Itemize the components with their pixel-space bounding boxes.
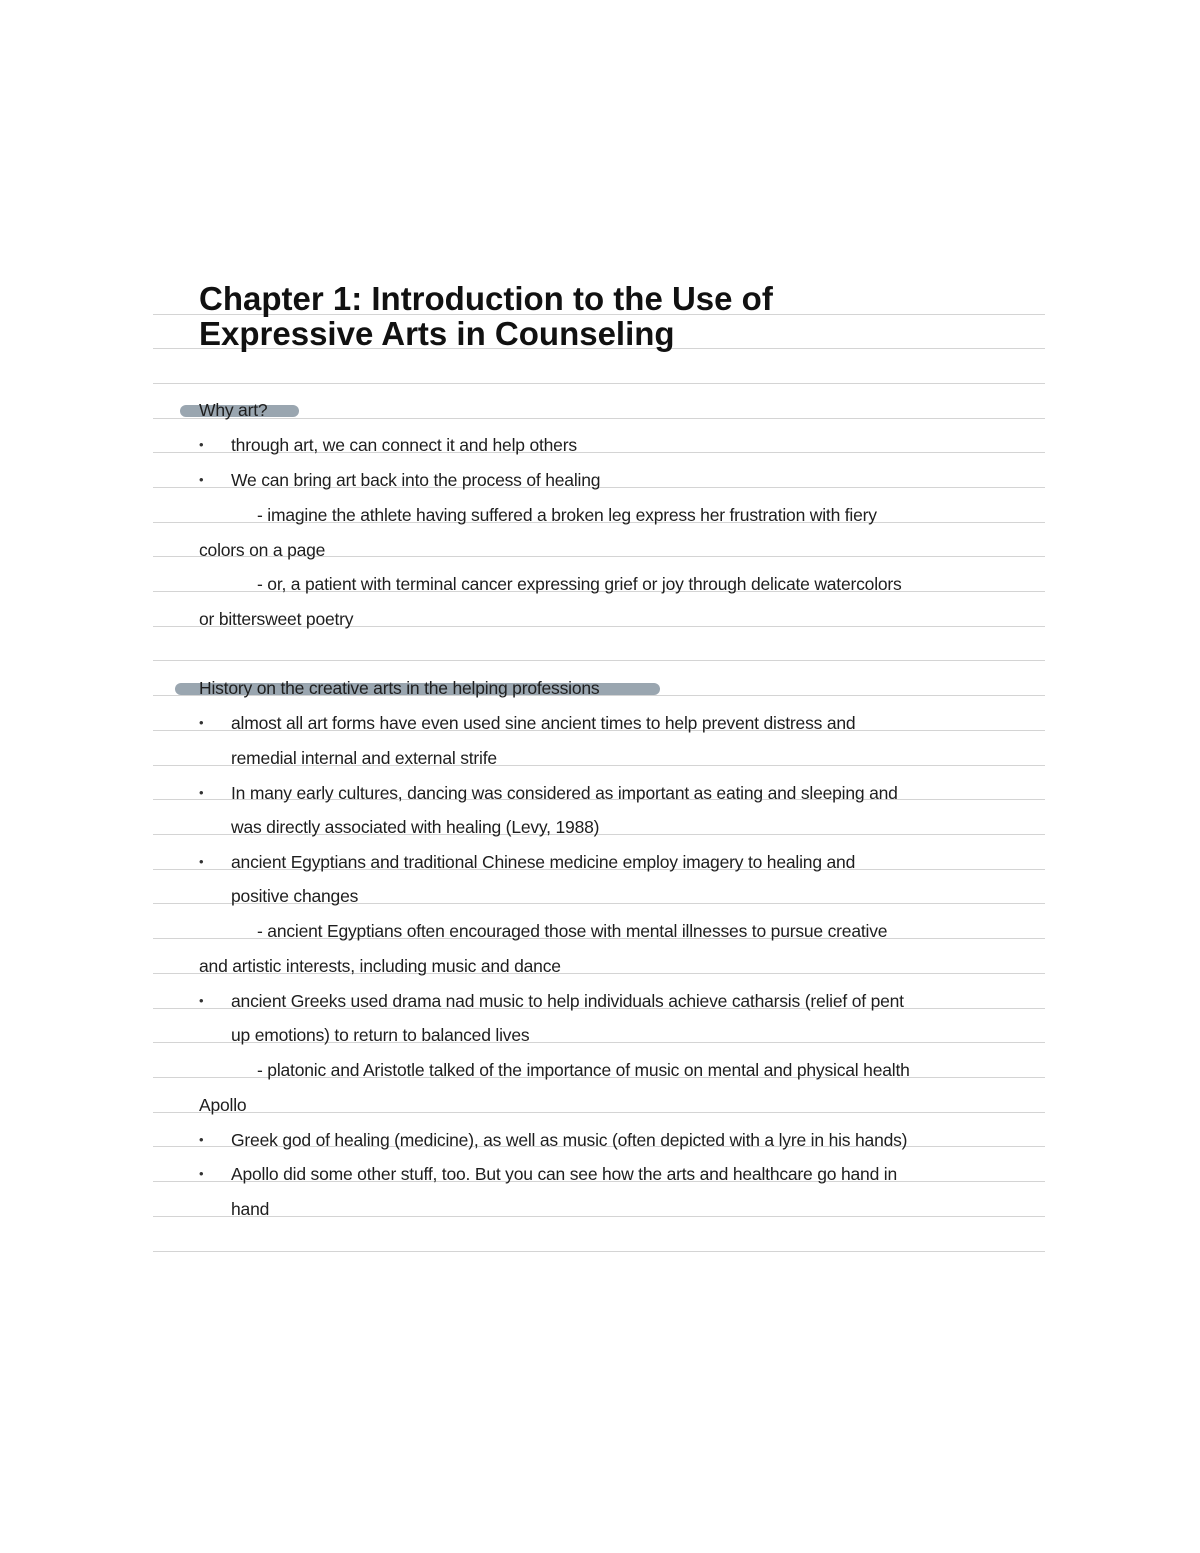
sub-note-text: - ancient Egyptians often encouraged those with mental illnesses to pursue creative [257,921,888,941]
bullet-text: In many early cultures, dancing was considered as important as eating and sleeping and [231,783,898,803]
ruled-line [153,1112,1045,1113]
bullet-text: We can bring art back into the process of healing [231,470,601,490]
sub-note-continuation: colors on a page [199,540,326,560]
bullet-text: almost all art forms have even used sine ancient times to help prevent distress and [231,713,856,733]
page-title-line-2: Expressive Arts in Counseling [199,315,675,352]
bullet-continuation: hand [231,1199,270,1219]
section-heading-history [175,678,665,698]
bullet-text: Greek god of healing (medicine), as well as music (often depicted with a lyre in his hands) [231,1130,908,1150]
bullet-text: ancient Greeks used drama nad music to help individuals achieve catharsis (relief of pent [231,991,904,1011]
ruled-line [153,1251,1045,1252]
sub-note-continuation: or bittersweet poetry [199,609,354,629]
ruled-line [153,660,1045,661]
bullet-glyph: • [199,854,204,869]
sub-note-text: - or, a patient with terminal cancer expressing grief or joy through delicate watercolors [257,574,902,594]
bullet-glyph: • [199,472,204,487]
bullet-glyph: • [199,785,204,800]
page-title-line-1: Chapter 1: Introduction to the Use of [199,280,773,317]
bullet-glyph: • [199,715,204,730]
sub-note-text: - imagine the athlete having suffered a broken leg express her frustration with fiery [257,505,877,525]
bullet-continuation: remedial internal and external strife [231,748,497,768]
bullet-continuation: positive changes [231,886,359,906]
bullet-glyph: • [199,1132,204,1147]
bullet-glyph: • [199,437,204,452]
ruled-line [153,1216,1045,1217]
ruled-line [153,383,1045,384]
sub-note-text: - platonic and Aristotle talked of the importance of music on mental and physical health [257,1060,910,1080]
section-heading-text: Why art? [199,400,268,420]
bullet-text: ancient Egyptians and traditional Chinese medicine employ imagery to healing and [231,852,856,872]
bullet-continuation: was directly associated with healing (Levy, 1988) [231,817,600,837]
bullet-glyph: • [199,993,204,1008]
sub-note-continuation: and artistic interests, including music and dance [199,956,561,976]
bullet-glyph: • [199,1166,204,1181]
bullet-text: through art, we can connect it and help others [231,435,577,455]
section-heading-why-art [180,400,310,420]
bullet-text: Apollo did some other stuff, too. But you can see how the arts and healthcare go hand in [231,1164,897,1184]
plain-line-apollo: Apollo [199,1095,247,1115]
bullet-continuation: up emotions) to return to balanced lives [231,1025,530,1045]
section-heading-text: History on the creative arts in the helping professions [199,678,600,698]
page-title [199,281,999,351]
